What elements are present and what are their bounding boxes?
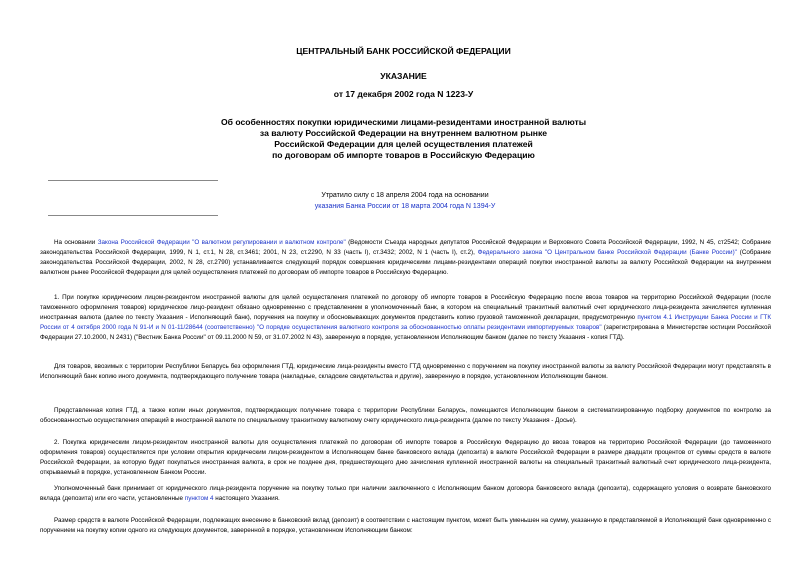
- text-fragment: (Собрание законодательства Российской Федерации, 2002, N 28, ст.2790) устанавливается следующий порядок совершения юридическими лицами-резидентами операций покупки иностранной валюты за валюту Российской Федерации на внутреннем валютном рынке Российской Федерации для целей осуществления платежей по договорам об импорте товаров в Российскую Федерацию.: [40, 249, 771, 276]
- text-fragment: Уполномоченный банк принимает от юридического лица-резидента поручение на покупку только при наличии заключенного с Исполняющим банком договора банковского вклада (депозита), содержащего условия о возврате банковского вклада (депозита) или его части, установленные: [40, 485, 771, 502]
- instruction-link[interactable]: пунктом 4.1 Инструкции Банка России и ГТК России от 4 октября 2000 года N 91-И и N 01-11/28644 (соответственно): [40, 314, 771, 331]
- title-line-4: по договорам об импорте товаров в Российскую Федерацию: [272, 150, 535, 160]
- law-link-currency-control[interactable]: Закона Российской Федерации "О валютном регулировании и валютном контроле": [97, 239, 346, 246]
- law-link-central-bank[interactable]: Федерального закона "О Центральном банке Российской Федерации (Банке России)": [477, 249, 737, 256]
- paragraph-deposit-contract: [40, 484, 771, 504]
- text-fragment: На основании: [54, 239, 98, 246]
- separator-top: [48, 180, 218, 181]
- title-line-1: Об особенностях покупки юридическими лицами-резидентами иностранной валюты: [220, 117, 587, 127]
- text-fragment: настоящего Указания.: [213, 495, 280, 502]
- text-fragment: (Ведомости Съезда народных депутатов Российской Федерации и Верховного Совета Российской Федерации, 1992, N 45, ст2542; Собрание законодательства Российской Федерации, 1999, N 1, ст.1, N 28, ст.3461; 2001, N 23, ст.2290, N 33 (часть I), ст.3432; 2002, N 1 (часть I), ст.2),: [40, 239, 771, 256]
- instruction-title-link[interactable]: "О порядке осуществления валютного контроля за обоснованностью оплаты резидентами импортируемых товаров": [256, 324, 602, 331]
- paragraph-item-2: 2. Покупка юридическим лицом-резидентом иностранной валюты для осуществления платежей по договорам об импорте товаров в Российскую Федерацию до ввоза товаров на территорию Российской Федерации (до таможенного оформления товаров) осуществляется при условии открытия юридическим лицом-резидентом в Исполняющем банке банковского вклада (депозита) в валюте Российской Федерации в размере двадцати процентов от суммы средств в валюте Российской Федерации, за которую будет покупаться иностранная валюта, в срок не позднее дня, предшествующего дню зачисления купленной иностранной валюты на специальный транзитный валютный счет юридического лица-резидента, открываемый в порядке, установленном Банком России.: [40, 439, 771, 476]
- paragraph-item-1: [40, 293, 771, 343]
- text-fragment: (зарегистрирована в Министерстве юстиции Российской Федерации 27.10.2000, N 2431) ("Вестник Банка России" от 09.11.2000 N 59, от 31.07.2002 N 43), заверенную в порядке, установленном Исполняющим банком (далее по тексту Указания - копия ГТД).: [40, 324, 771, 341]
- document-type: УКАЗАНИЕ: [380, 71, 427, 81]
- status-text: Утратило силу с 18 апреля 2004 года на основании: [321, 192, 489, 199]
- item-4-link[interactable]: пунктом 4: [184, 495, 214, 502]
- title-line-3: Российской Федерации для целей осуществления платежей: [274, 139, 533, 149]
- document-date-number: от 17 декабря 2002 года N 1223-У: [333, 89, 474, 99]
- paragraph-dossier: Представленная копия ГТД, а также копии иных документов, подтверждающих получение товара с территории Республики Беларусь, помещаются Исполняющим банком в систематизированную подборку документов по контролю за обоснованностью осуществления операций в иностранной валюте по специальному транзитному валютному счету юридического лица-резидента (далее по тексту Указания - Досье).: [40, 407, 771, 424]
- status-link[interactable]: указания Банка России от 18 марта 2004 года N 1394-У: [314, 203, 496, 210]
- bank-name: ЦЕНТРАЛЬНЫЙ БАНК РОССИЙСКОЙ ФЕДЕРАЦИИ: [296, 46, 511, 56]
- status-note: [240, 190, 570, 212]
- text-fragment: 1. При покупке юридическим лицом-резидентом иностранной валюты для целей осуществления платежей по договору об импорте товаров в Российскую Федерацию после ввоза товаров на территорию Российской Федерации (после таможенного оформления товаров) юридическое лицо-резидент обязано одновременно с представлением в уполномоченный банк, в котором на специальный транзитный валютный счет юридического лица-резидента зачисляется купленная иностранная валюта (далее по тексту Указания - Исполняющий банк), поручения на покупку и обосновывающих документов представить копию грузовой таможенной декларации, предусмотренную: [40, 294, 771, 321]
- separator-bottom: [48, 215, 218, 216]
- paragraph-belarus: Для товаров, ввозимых с территории Республики Беларусь без оформления ГТД, юридические лица-резиденты вместо ГТД одновременно с поручением на покупку иностранной валюты за валюту Российской Федерации могут представлять в Исполняющий банк копию иного документа, подтверждающего получение товара (накладные, складские свидетельства и другие), заверенную в порядке, установленном Исполняющим банком.: [40, 363, 771, 380]
- paragraph-preamble: [40, 238, 771, 278]
- title-line-2: за валюту Российской Федерации на внутреннем валютном рынке: [259, 128, 548, 138]
- paragraph-deposit-reduction: Размер средств в валюте Российской Федерации, подлежащих внесению в банковский вклад (депозит) в соответствии с настоящим пунктом, может быть уменьшен на сумму, указанную в представляемой в Исполняющий банк одновременно с поручением на покупку копии одного из следующих документов, заверенной в порядке, установленном Исполняющим банком:: [40, 517, 771, 534]
